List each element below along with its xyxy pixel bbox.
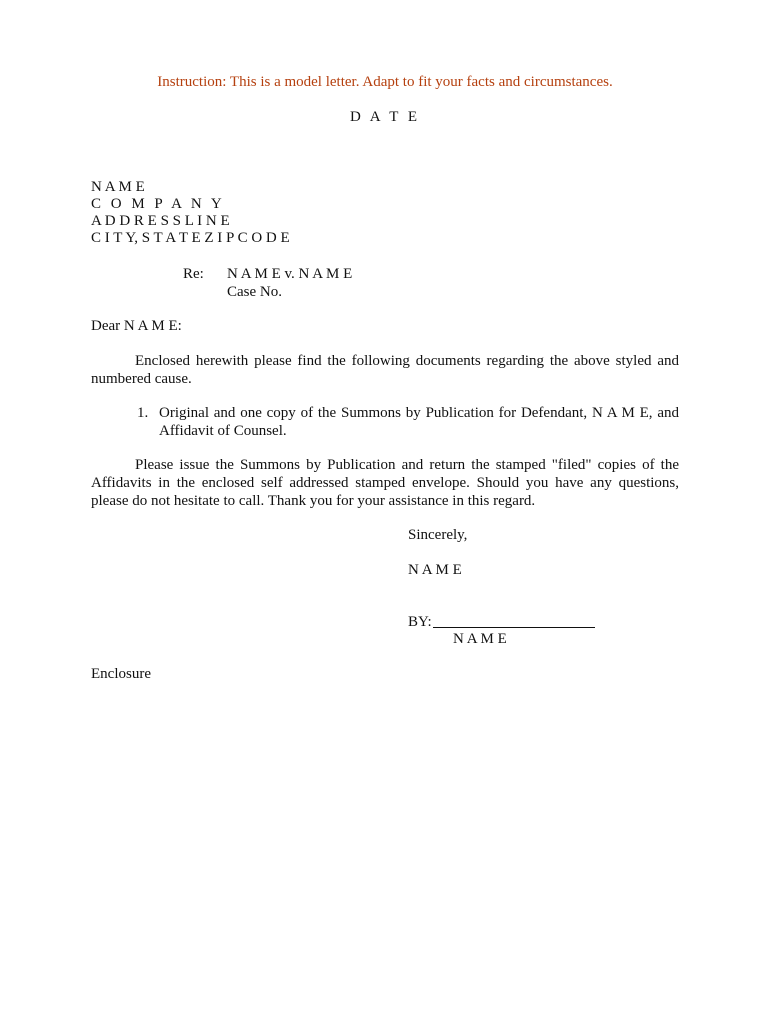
letter-date: D A T E [349,109,421,125]
body-paragraph-2: Please issue the Summons by Publication and return the stamped "filed" copies of the Affidavits in the enclosed self addressed stamped envelope. Should you have any questions, please do not hesitate to call. Thank you for your assistance in this regard. [91,457,679,509]
recipient-company: C O M P A N Y [91,196,225,212]
recipient-name: N A M E [91,179,145,195]
salutation: Dear N A M E: [91,318,182,334]
closing-sincerely: Sincerely, [408,527,468,543]
signature-line [433,627,595,628]
instruction-note: Instruction: This is a model letter. Adapt to fit your facts and circumstances. [157,74,613,90]
body-paragraph-1: Enclosed herewith please find the following documents regarding the above styled and numbered cause. [91,353,679,387]
enclosure-note: Enclosure [91,666,151,682]
by-label: BY: [408,614,432,630]
re-label: Re: [183,266,204,282]
re-case-caption: N A M E v. N A M E [227,266,353,282]
signature-name: N A M E [453,631,507,647]
recipient-city-state-zip: C I T Y, S T A T E Z I P C O D E [91,230,290,246]
recipient-address-line: A D D R E S S L I N E [91,213,230,229]
signer-name: N A M E [408,562,462,578]
re-case-number: Case No. [227,284,282,300]
list-item-number: 1. [137,405,149,421]
list-item-text: Original and one copy of the Summons by Publication for Defendant, N A M E, and Affidavit of Counsel. [159,405,679,439]
